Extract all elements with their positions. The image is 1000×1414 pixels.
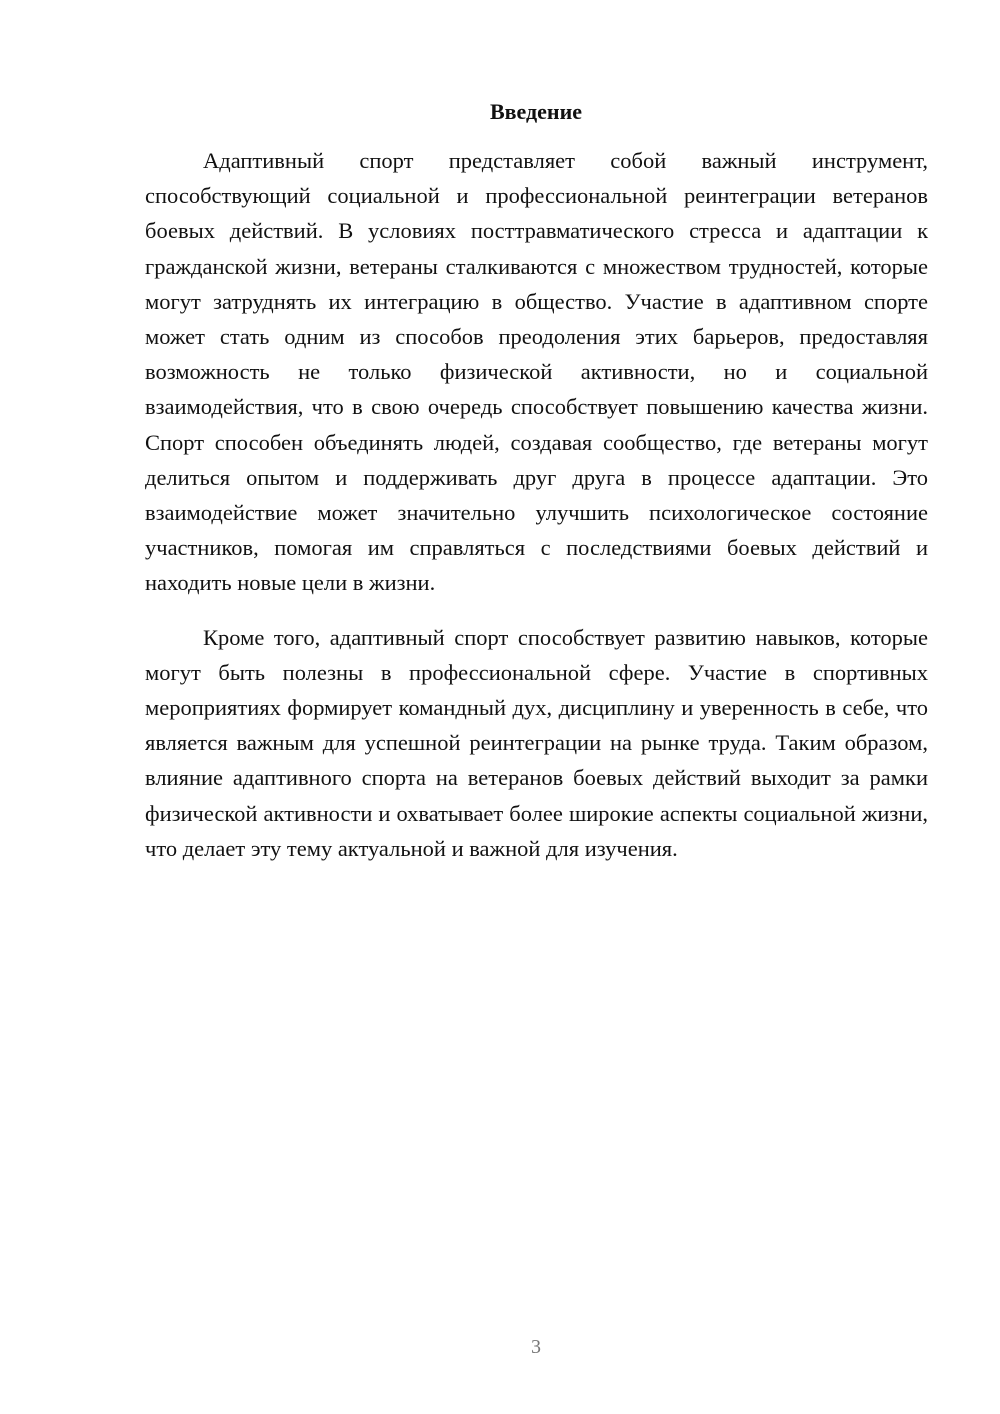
section-title: Введение: [489, 99, 583, 124]
page-number: 3: [531, 1336, 541, 1358]
paragraph-2: Кроме того, адаптивный спорт способствует развитию навыков, которые могут быть полезны в профессиональной сфере. Участие в спортивных мероприятиях формирует командный дух, дисциплину и уверенность в себе, что является важным для успешной реинтеграции на рынке труда. Таким образом, влияние адаптивного спорта на ветеранов боевых действий выходит за рамки физической активности и охватывает более широкие аспекты социальной жизни, что делает эту тему актуальной и важной для изучения.: [145, 624, 928, 861]
paragraph-1: Адаптивный спорт представляет собой важный инструмент, способствующий социальной и профессиональной реинтеграции ветеранов боевых действий. В условиях посттравматического стресса и адаптации к гражданской жизни, ветераны сталкиваются с множеством трудностей, которые могут затруднять их интеграцию в общество. Участие в адаптивном спорте может стать одним из способов преодоления этих барьеров, предоставляя возможность не только физической активности, но и социальной взаимодействия, что в свою очередь способствует повышению качества жизни. Спорт способен объединять людей, создавая сообщество, где ветераны могут делиться опытом и поддерживать друг друга в процессе адаптации. Это взаимодействие может значительно улучшить психологическое состояние участников, помогая им справляться с последствиями боевых действий и находить новые цели в жизни.: [145, 148, 928, 596]
body-text: [145, 143, 928, 866]
